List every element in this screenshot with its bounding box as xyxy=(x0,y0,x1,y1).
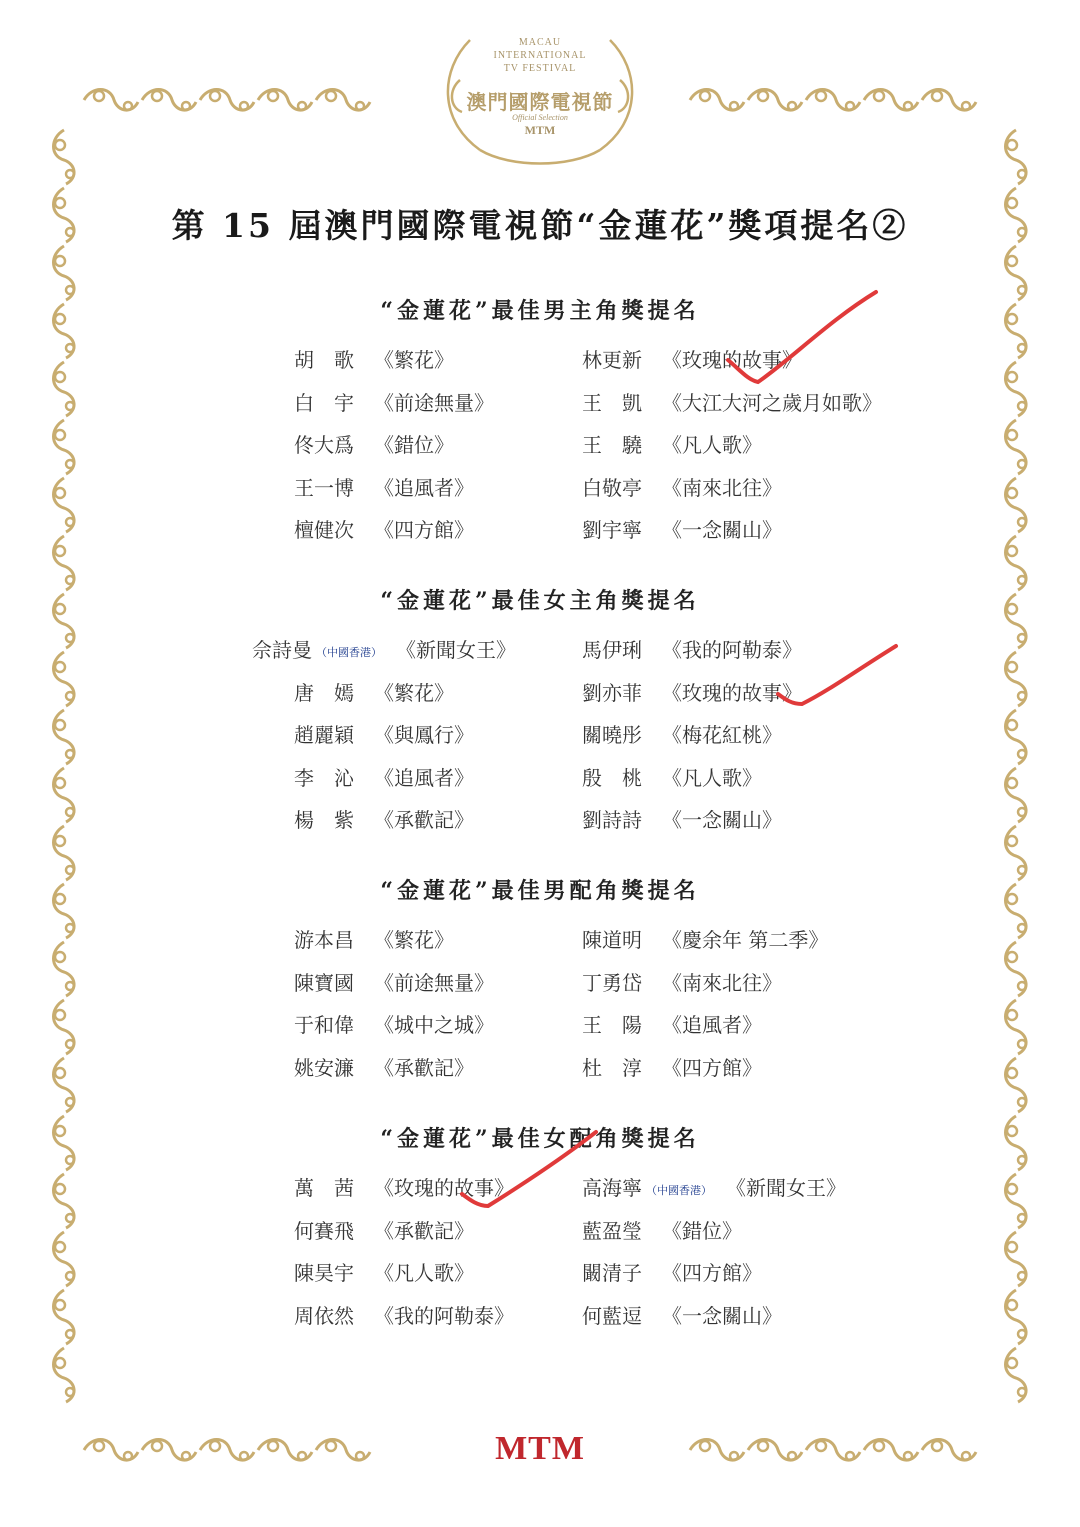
nominee-row: 丁勇岱 《南來北往》 xyxy=(582,971,782,995)
nominee-row: 于和偉 《城中之城》 xyxy=(294,1013,494,1037)
nominee-row: 佟大爲 《錯位》 xyxy=(294,433,454,457)
nominee-row: 殷 桃 《凡人歌》 xyxy=(582,766,762,790)
nominee-row: 佘詩曼 （中國香港） 《新聞女王》 xyxy=(252,638,516,662)
nominee-row: 李 沁 《追風者》 xyxy=(294,766,474,790)
nominee-row: 檀健次 《四方館》 xyxy=(294,518,474,542)
page-title: 第 15 屆澳門國際電視節“金蓮花”獎項提名② xyxy=(171,206,909,245)
nominee-row: 胡 歌 《繁花》 xyxy=(294,348,454,372)
nominee-row: 白敬亭 《南來北往》 xyxy=(582,476,782,500)
logo-english: MACAU INTERNATIONAL TV FESTIVAL xyxy=(493,37,587,74)
region-tag: （中國香港） xyxy=(316,645,382,659)
nominee-row: 闞清子 《四方館》 xyxy=(582,1261,762,1285)
nominee-row: 王 驍 《凡人歌》 xyxy=(582,433,762,457)
festival-logo xyxy=(432,22,648,172)
logo-selection: Official Selection xyxy=(512,113,568,122)
nominee-row: 陳寶國 《前途無量》 xyxy=(294,971,494,995)
nominee-row: 唐 嫣 《繁花》 xyxy=(294,681,454,705)
nominee-row: 趙麗穎 《與鳳行》 xyxy=(294,723,474,747)
nominee-row: 馬伊琍 《我的阿勒泰》 xyxy=(582,638,802,662)
nominee-row: 萬 茜 《玫瑰的故事》 xyxy=(294,1176,514,1200)
category-title-best-supporting-actress: “金蓮花”最佳女配角獎提名 xyxy=(380,1126,700,1152)
nominee-row: 游本昌 《繁花》 xyxy=(294,928,454,952)
category-title-best-actress: “金蓮花”最佳女主角獎提名 xyxy=(380,588,700,614)
nominee-row: 王一博 《追風者》 xyxy=(294,476,474,500)
nominee-row: 劉宇寧 《一念關山》 xyxy=(582,518,782,542)
category-title-best-actor: “金蓮花”最佳男主角獎提名 xyxy=(380,298,700,324)
logo-brand: MTM xyxy=(524,123,556,137)
nominee-row: 王 凱 《大江大河之歲月如歌》 xyxy=(582,391,882,415)
nominee-row: 何藍逗 《一念關山》 xyxy=(582,1304,782,1328)
category-title-best-supporting-actor: “金蓮花”最佳男配角獎提名 xyxy=(380,878,700,904)
nominee-row: 杜 淳 《四方館》 xyxy=(582,1056,762,1080)
region-tag: （中國香港） xyxy=(646,1183,712,1197)
nominee-row: 何賽飛 《承歡記》 xyxy=(294,1219,474,1243)
footer-brand: MTM xyxy=(495,1430,585,1467)
nominee-row: 王 陽 《追風者》 xyxy=(582,1013,762,1037)
nominee-row: 藍盈瑩 《錯位》 xyxy=(582,1219,742,1243)
nominee-row: 關曉彤 《梅花紅桃》 xyxy=(582,723,782,747)
nominee-row: 楊 紫 《承歡記》 xyxy=(294,808,474,832)
nominee-row: 陳昊宇 《凡人歌》 xyxy=(294,1261,474,1285)
nominee-row: 陳道明 《慶余年 第二季》 xyxy=(582,928,829,952)
logo-chinese: 澳門國際電視節 xyxy=(466,90,614,114)
nominee-row: 白 宇 《前途無量》 xyxy=(294,391,494,415)
nominee-row: 周依然 《我的阿勒泰》 xyxy=(294,1304,514,1328)
nominee-row: 姚安濂 《承歡記》 xyxy=(294,1056,474,1080)
nominee-row: 劉亦菲 《玫瑰的故事》 xyxy=(582,681,802,705)
nominee-row: 劉詩詩 《一念關山》 xyxy=(582,808,782,832)
nominee-row: 高海寧 （中國香港） 《新聞女王》 xyxy=(582,1176,846,1200)
nominee-row: 林更新 《玫瑰的故事》 xyxy=(582,348,802,372)
